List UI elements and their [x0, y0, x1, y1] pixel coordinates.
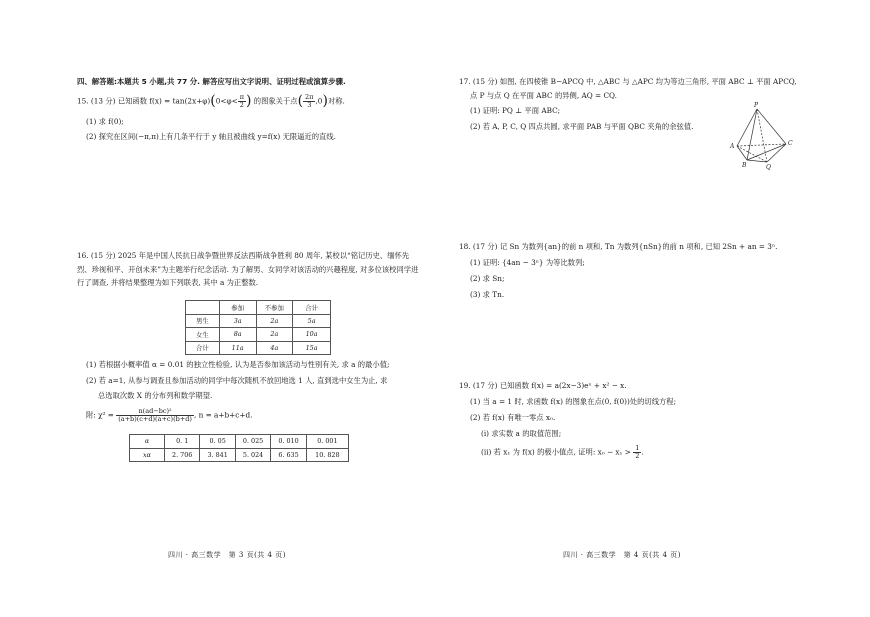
q19-2ii-tail: .: [641, 447, 644, 457]
table-row: [130, 435, 349, 449]
q16-part-1: (1) 若根据小概率值 α = 0.01 的独立性检验, 认为是否参加该活动与性别有关, 求 a 的最小值;: [86, 360, 390, 369]
table-cell: 合计: [293, 301, 331, 315]
table-cell: 4a: [256, 341, 293, 355]
q17-part-2: (2) 若 A, P, C, Q 四点共圆, 求平面 PAB 与平面 QBC 夹角的余弦值.: [470, 122, 694, 131]
pyramid-figure: [727, 100, 807, 180]
table-header-row: [186, 301, 331, 315]
q15-cond-den: 2: [239, 101, 244, 109]
edge-PA: [737, 109, 757, 146]
table-cell: 10a: [293, 328, 331, 342]
table-cell: xα: [130, 448, 165, 462]
table-cell: 男生: [186, 314, 220, 328]
label-A: A: [730, 143, 735, 150]
table-row: [186, 328, 331, 342]
right-page: [435, 0, 870, 617]
q19-part-2ii: [481, 445, 644, 460]
q16-formula: [86, 408, 252, 423]
page-footer: 四川 · 高三数学 第 4 页(共 4 页): [563, 551, 681, 559]
table-cell: 2a: [256, 314, 293, 328]
q16-part-2b: 总选取次数 X 的分布列和数学期望.: [98, 391, 213, 400]
q15-part-1: (1) 求 f(0);: [86, 117, 124, 126]
table-cell: 5a: [293, 314, 331, 328]
q19-part-1: (1) 当 a = 1 时, 求函数 f(x) 的图象在点(0, f(0))处的切线方程;: [470, 397, 677, 406]
table-cell: 5. 024: [235, 448, 270, 462]
table-cell: 2a: [256, 328, 293, 342]
formula-tail: , n = a+b+c+d.: [193, 410, 253, 420]
table-cell: 2. 706: [165, 448, 200, 462]
table-cell: 8a: [219, 328, 256, 342]
label-Q: Q: [766, 164, 771, 171]
table-row: [186, 341, 331, 355]
table-cell: 0. 025: [235, 435, 270, 449]
edge-QC: [767, 144, 786, 162]
table-row: [130, 448, 349, 462]
q16-part-2a: (2) 若 a=1, 从参与调查且参加活动的同学中每次随机不放回地选 1 人, 直到选中女生为止, 求: [86, 376, 388, 385]
edge-BQ: [747, 160, 767, 162]
q16-critical-value-table: [129, 434, 349, 462]
q18-part-2: (2) 求 Sn;: [470, 274, 505, 283]
formula-num: n(ad−bc)²: [116, 408, 194, 416]
q15-pt-tail: ,0: [315, 96, 323, 106]
table-cell: 0. 1: [165, 435, 200, 449]
table-cell: α: [130, 435, 165, 449]
table-cell: 不参加: [256, 301, 293, 315]
q19-part-2: (2) 若 f(x) 有唯一零点 x₀.: [470, 413, 556, 422]
label-C: C: [788, 140, 793, 147]
label-B: B: [742, 162, 747, 169]
q19-2ii-text: (ii) 若 x₁ 为 f(x) 的极小值点, 证明: x₀ − x₁ >: [481, 447, 631, 457]
q17-part-1: (1) 证明: PQ ⊥ 平面 ABC;: [470, 106, 561, 115]
q18-part-1: (1) 证明: {4an − 3ⁿ} 为等比数列;: [470, 258, 585, 267]
edge-AB: [737, 146, 747, 160]
table-cell: 11a: [219, 341, 256, 355]
edge-PB: [747, 109, 757, 160]
q15-heading: 15. (13 分) 已知函数 f(x) = tan(2x+φ)(0<φ< $\frac{\pi}{2}$ ) 的图象关于点( $\frac{2\pi}{3}$ ,0)对称.: [77, 93, 345, 109]
table-cell: [186, 301, 220, 315]
q15-cond-frac: [238, 94, 246, 109]
q19-2ii-num: 1: [635, 444, 640, 452]
edge-PC: [757, 109, 786, 144]
table-cell: 6. 635: [271, 448, 306, 462]
table-cell: 10. 828: [306, 448, 348, 462]
formula-frac: [116, 408, 194, 423]
q15-cond-a: 0<φ<: [215, 96, 238, 106]
formula-prefix: 附: χ² =: [86, 410, 114, 420]
table-cell: 15a: [293, 341, 331, 355]
q16-contingency-table: [185, 300, 331, 355]
section-title: 四、解答题:本题共 5 小题,共 77 分. 解答应写出文字说明、证明过程或演算步骤.: [77, 77, 346, 86]
q15-part-2: (2) 探究在区间(−π,π)上有几条平行于 y 轴且被曲线 y=f(x) 无限逼近的直线.: [86, 132, 336, 141]
label-P: P: [754, 102, 759, 109]
q18-line-1: 18. (17 分) 记 Sn 为数列{an}的前 n 项和, Tn 为数列{nSn}的前 n 项和, 已知 2Sn + an = 3ⁿ.: [459, 242, 778, 251]
formula-den: (a+b)(c+d)(a+c)(b+d): [118, 415, 192, 423]
table-cell: 0. 05: [200, 435, 235, 449]
page-footer: 四川 · 高三数学 第 3 页(共 4 页): [168, 551, 286, 559]
q16-paragraph: 16. (15 分) 2025 年是中国人民抗日战争暨世界反法西斯战争胜利 80 周年, 某校以“铭记历史、缅怀先烈、珍视和平、开创未来”为主题举行纪念活动. 为了解男、女同学对该活动的兴趣程度, 对多位该校同学进行了调查, 并将结果整理为如下列联表, 其中 a 为正整数.: [77, 251, 419, 287]
table-cell: 3. 841: [200, 448, 235, 462]
q18-part-3: (3) 求 Tn.: [470, 290, 505, 299]
q15-pt-num: 2π: [305, 93, 314, 101]
q17-line-2: 点 P 与点 Q 在平面 ABC 的异侧, AQ = CQ.: [470, 91, 617, 100]
q15-head-a: 15. (13 分) 已知函数 f(x) = tan(2x+φ): [77, 96, 211, 106]
table-cell: 0. 001: [306, 435, 348, 449]
edge-AC: [737, 144, 786, 146]
table-cell: 女生: [186, 328, 220, 342]
table-cell: 0. 010: [271, 435, 306, 449]
q19-line-1: 19. (17 分) 已知函数 f(x) = a(2x−3)eˣ + x² − x.: [459, 381, 627, 390]
q15-point-frac: [303, 94, 315, 109]
table-cell: 合计: [186, 341, 220, 355]
q19-2ii-den: 2: [635, 452, 640, 460]
table-cell: 3a: [219, 314, 256, 328]
q17-line-1: 17. (15 分) 如图, 在四棱锥 B−APCQ 中, △ABC 与 △APC 均为等边三角形, 平面 ABC ⊥ 平面 APCQ,: [459, 77, 797, 86]
q19-part-2i: (i) 求实数 a 的取值范围;: [481, 429, 562, 438]
q15-cond-num: π: [239, 93, 244, 101]
table-row: [186, 314, 331, 328]
q15-head-c: 对称.: [327, 96, 345, 106]
q15-head-b: 的图象关于点: [253, 96, 298, 106]
table-cell: 参加: [219, 301, 256, 315]
q15-pt-den: 3: [307, 101, 312, 109]
